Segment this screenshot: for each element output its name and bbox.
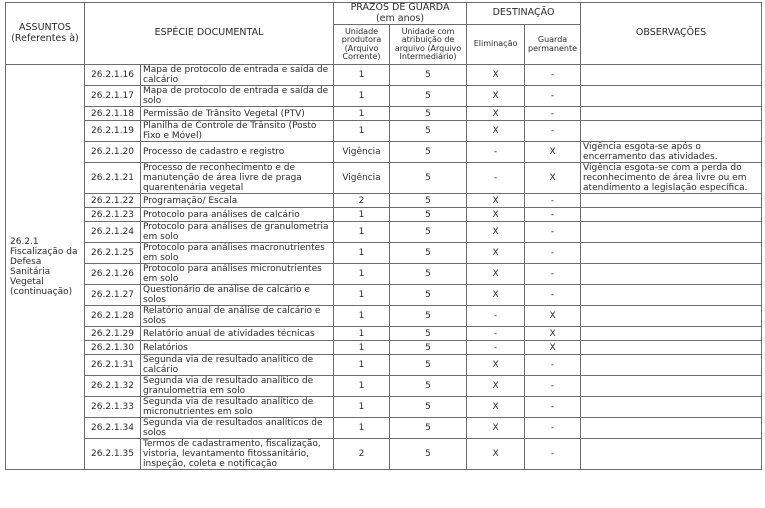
permanent-mark: - (525, 264, 581, 285)
producing-unit-period: 1 (334, 107, 390, 121)
observation (581, 306, 762, 327)
document-code: 26.2.1.33 (85, 397, 141, 418)
intermediate-period: 5 (390, 439, 467, 470)
observation (581, 243, 762, 264)
document-code: 26.2.1.35 (85, 439, 141, 470)
table-row (6, 243, 762, 264)
elimination-mark: X (467, 264, 525, 285)
permanent-mark: - (525, 243, 581, 264)
document-code: 26.2.1.25 (85, 243, 141, 264)
document-code: 26.2.1.17 (85, 86, 141, 107)
table-row (6, 376, 762, 397)
document-description: Mapa de protocolo de entrada e saída de calcário (141, 65, 334, 86)
observation (581, 264, 762, 285)
document-description: Relatório anual de atividades técnicas (141, 327, 334, 341)
document-description: Protocolo para análises de granulometria em solo (141, 222, 334, 243)
intermediate-period: 5 (390, 285, 467, 306)
observation (581, 418, 762, 439)
elimination-mark: X (467, 107, 525, 121)
producing-unit-period: 2 (334, 439, 390, 470)
elimination-mark: - (467, 142, 525, 163)
elimination-mark: X (467, 222, 525, 243)
document-code: 26.2.1.24 (85, 222, 141, 243)
elimination-mark: - (467, 306, 525, 327)
header-intermediate-unit: Unidade com atribuição de arquivo (Arquivo Intermediário) (390, 25, 467, 65)
document-description: Relatórios (141, 341, 334, 355)
table-row (6, 163, 762, 194)
document-code: 26.2.1.28 (85, 306, 141, 327)
permanent-mark: - (525, 107, 581, 121)
intermediate-period: 5 (390, 355, 467, 376)
intermediate-period: 5 (390, 86, 467, 107)
observation: Vigência esgota-se com a perda do reconhecimento de área livre ou em atendimento a legislação específica. (581, 163, 762, 194)
producing-unit-period: 1 (334, 208, 390, 222)
producing-unit-period: 1 (334, 327, 390, 341)
permanent-mark: X (525, 306, 581, 327)
intermediate-period: 5 (390, 327, 467, 341)
table-row (6, 439, 762, 470)
producing-unit-period: Vigência (334, 163, 390, 194)
observation (581, 355, 762, 376)
document-code: 26.2.1.20 (85, 142, 141, 163)
document-description: Segunda via de resultado analítico de calcário (141, 355, 334, 376)
document-code: 26.2.1.22 (85, 194, 141, 208)
elimination-mark: X (467, 65, 525, 86)
producing-unit-period: 1 (334, 376, 390, 397)
elimination-mark: X (467, 376, 525, 397)
document-description: Segunda via de resultado analítico de micronutrientes em solo (141, 397, 334, 418)
intermediate-period: 5 (390, 397, 467, 418)
producing-unit-period: 1 (334, 355, 390, 376)
elimination-mark: X (467, 355, 525, 376)
observation (581, 376, 762, 397)
producing-unit-period: 1 (334, 65, 390, 86)
header-permanent: Guarda permanente (525, 25, 581, 65)
producing-unit-period: 1 (334, 121, 390, 142)
document-description: Segunda via de resultados analíticos de solos (141, 418, 334, 439)
permanent-mark: - (525, 208, 581, 222)
intermediate-period: 5 (390, 208, 467, 222)
subject-cell: 26.2.1 Fiscalização da Defesa Sanitária Vegetal (continuação) (6, 65, 85, 470)
table-row (6, 341, 762, 355)
document-code: 26.2.1.29 (85, 327, 141, 341)
table-row (6, 306, 762, 327)
document-description: Permissão de Trânsito Vegetal (PTV) (141, 107, 334, 121)
document-description: Protocolo para análises macronutrientes em solo (141, 243, 334, 264)
table-row (6, 285, 762, 306)
document-code: 26.2.1.34 (85, 418, 141, 439)
permanent-mark: - (525, 376, 581, 397)
document-code: 26.2.1.32 (85, 376, 141, 397)
document-code: 26.2.1.23 (85, 208, 141, 222)
elimination-mark: - (467, 341, 525, 355)
intermediate-period: 5 (390, 107, 467, 121)
document-description: Programação/ Escala (141, 194, 334, 208)
document-description: Processo de reconhecimento e de manutenção de área livre de praga quarentenária vegetal (141, 163, 334, 194)
observation (581, 341, 762, 355)
header-document-species: ESPÉCIE DOCUMENTAL (85, 3, 334, 65)
elimination-mark: X (467, 86, 525, 107)
intermediate-period: 5 (390, 163, 467, 194)
table-row (6, 194, 762, 208)
table-row (6, 327, 762, 341)
table-row (6, 418, 762, 439)
observation: Vigência esgota-se após o encerramento das atividades. (581, 142, 762, 163)
intermediate-period: 5 (390, 222, 467, 243)
header-destination: DESTINAÇÃO (467, 3, 581, 25)
elimination-mark: - (467, 163, 525, 194)
header-producing-unit: Unidade produtora (Arquivo Corrente) (334, 25, 390, 65)
header-subject: ASSUNTOS (Referentes à) (6, 3, 85, 65)
document-code: 26.2.1.31 (85, 355, 141, 376)
elimination-mark: X (467, 194, 525, 208)
permanent-mark: - (525, 355, 581, 376)
producing-unit-period: 1 (334, 306, 390, 327)
producing-unit-period: 1 (334, 285, 390, 306)
permanent-mark: - (525, 418, 581, 439)
elimination-mark: X (467, 121, 525, 142)
document-description: Processo de cadastro e registro (141, 142, 334, 163)
table-row (6, 86, 762, 107)
producing-unit-period: 1 (334, 86, 390, 107)
producing-unit-period: 1 (334, 222, 390, 243)
elimination-mark: X (467, 439, 525, 470)
permanent-mark: X (525, 163, 581, 194)
producing-unit-period: 1 (334, 243, 390, 264)
table-row (6, 65, 762, 86)
producing-unit-period: Vigência (334, 142, 390, 163)
document-code: 26.2.1.27 (85, 285, 141, 306)
document-description: Protocolo para análises de calcário (141, 208, 334, 222)
document-description: Planilha de Controle de Trânsito (Posto Fixo e Móvel) (141, 121, 334, 142)
table-row (6, 121, 762, 142)
intermediate-period: 5 (390, 306, 467, 327)
table-row (6, 397, 762, 418)
intermediate-period: 5 (390, 65, 467, 86)
elimination-mark: X (467, 397, 525, 418)
observation (581, 86, 762, 107)
producing-unit-period: 1 (334, 341, 390, 355)
permanent-mark: - (525, 285, 581, 306)
intermediate-period: 5 (390, 194, 467, 208)
document-description: Questionário de análise de calcário e solos (141, 285, 334, 306)
elimination-mark: X (467, 285, 525, 306)
document-description: Segunda via de resultado analítico de granulometria em solo (141, 376, 334, 397)
header-elimination: Eliminação (467, 25, 525, 65)
intermediate-period: 5 (390, 376, 467, 397)
intermediate-period: 5 (390, 264, 467, 285)
elimination-mark: - (467, 327, 525, 341)
document-code: 26.2.1.19 (85, 121, 141, 142)
intermediate-period: 5 (390, 341, 467, 355)
intermediate-period: 5 (390, 418, 467, 439)
document-code: 26.2.1.30 (85, 341, 141, 355)
intermediate-period: 5 (390, 121, 467, 142)
permanent-mark: - (525, 121, 581, 142)
table-row (6, 208, 762, 222)
observation (581, 439, 762, 470)
observation (581, 285, 762, 306)
table-row (6, 222, 762, 243)
table-row (6, 142, 762, 163)
observation (581, 222, 762, 243)
observation (581, 121, 762, 142)
producing-unit-period: 1 (334, 264, 390, 285)
document-code: 26.2.1.16 (85, 65, 141, 86)
table-row (6, 355, 762, 376)
permanent-mark: X (525, 142, 581, 163)
observation (581, 397, 762, 418)
permanent-mark: X (525, 327, 581, 341)
document-description: Termos de cadastramento, fiscalização, vistoria, levantamento fitossanitário, inspeção, coleta e notificação (141, 439, 334, 470)
header-observations: OBSERVAÇÕES (581, 3, 762, 65)
document-code: 26.2.1.18 (85, 107, 141, 121)
permanent-mark: - (525, 439, 581, 470)
observation (581, 107, 762, 121)
permanent-mark: - (525, 194, 581, 208)
permanent-mark: X (525, 341, 581, 355)
table-row (6, 264, 762, 285)
observation (581, 65, 762, 86)
producing-unit-period: 1 (334, 418, 390, 439)
retention-schedule-table (5, 2, 762, 470)
observation (581, 327, 762, 341)
permanent-mark: - (525, 222, 581, 243)
table-body (6, 65, 762, 470)
permanent-mark: - (525, 86, 581, 107)
observation (581, 194, 762, 208)
header-retention-periods: PRAZOS DE GUARDA (em anos) (334, 3, 467, 25)
document-description: Relatório anual de análise de calcário e solos (141, 306, 334, 327)
intermediate-period: 5 (390, 243, 467, 264)
table-row (6, 107, 762, 121)
observation (581, 208, 762, 222)
document-description: Protocolo para análises micronutrientes em solo (141, 264, 334, 285)
permanent-mark: - (525, 65, 581, 86)
elimination-mark: X (467, 418, 525, 439)
document-description: Mapa de protocolo de entrada e saída de solo (141, 86, 334, 107)
producing-unit-period: 1 (334, 397, 390, 418)
intermediate-period: 5 (390, 142, 467, 163)
permanent-mark: - (525, 397, 581, 418)
elimination-mark: X (467, 243, 525, 264)
producing-unit-period: 2 (334, 194, 390, 208)
document-code: 26.2.1.26 (85, 264, 141, 285)
document-code: 26.2.1.21 (85, 163, 141, 194)
elimination-mark: X (467, 208, 525, 222)
